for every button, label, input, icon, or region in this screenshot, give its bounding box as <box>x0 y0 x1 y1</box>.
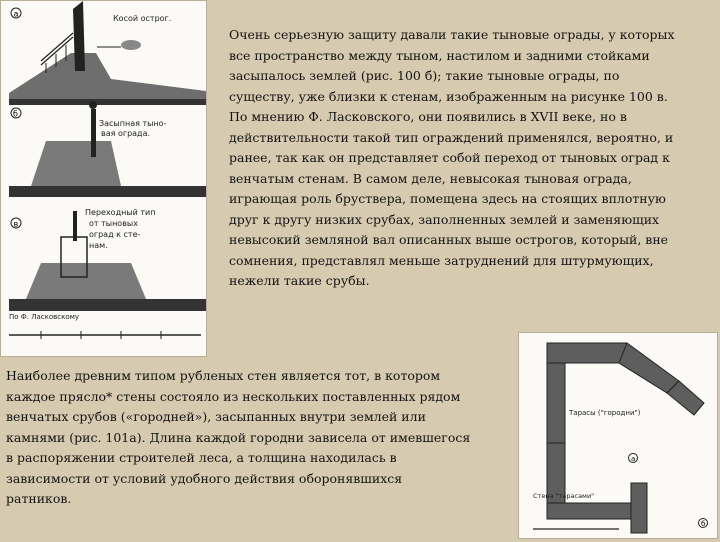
caption-right-b: Стена "тарасами" <box>533 492 595 500</box>
figure-b-head <box>89 101 97 109</box>
ground-line-a <box>9 99 206 105</box>
figure-log-walls <box>518 332 718 539</box>
palisade-c <box>73 211 77 241</box>
paragraph-log-walls: Наиболее древним типом рубленых стен является тот, в котором каждое прясло* стены состояло из нескольких поставленных рядом венчатых срубов («городней»), засыпанных внутри землей или камнями (рис. 101а). Длина каждой городни зависела от имевшегося в распоряжении строителей леса, а толщина находилась в зависимости от условий удобного действия оборонявшихся ратников. <box>6 368 471 506</box>
wall-horizontal-a <box>547 343 627 363</box>
caption-c-line4: нам. <box>89 241 108 250</box>
figure-author-note: По Ф. Ласковскому <box>9 313 80 321</box>
label-right-a: а <box>631 455 636 463</box>
label-b: б <box>13 109 18 119</box>
wall-plan-a <box>547 343 704 443</box>
caption-a: Косой острог. <box>113 14 172 23</box>
figure-fence-types <box>0 0 207 357</box>
wall-tower-b <box>631 483 647 533</box>
caption-right-a: Тарасы ("городни") <box>569 409 641 417</box>
palisade-b <box>91 109 96 157</box>
wall-diagonal-a <box>619 343 679 393</box>
label-right-b: б <box>701 520 706 528</box>
paragraph-palisade-fences: Очень серьезную защиту давали такие тыновые ограды, у которых все пространство между тыном, настилом и задними стойками засыпалось землей (рис. 100 б); такие тыновые ограды, по существу, уже близки к стенам, изображенным на рисунке 100 в. По мнению Ф. Ласковского, они появились в XVII веке, но в действительности такой тип ограждений применялся, вероятно, и ранее, так как он представляет собой переход от тыновых оград к венчатым стенам. В самом деле, невысокая тыновая ограда, играющая роль бруствера, помещена здесь на стоящих вплотную друг к другу низких срубах, заполненных землей и заменяющих невысокий земляной вал описанных выше острогов, который, вне сомнения, представлял меньше затруднений для штурмующих, нежели такие срубы. <box>229 27 675 288</box>
caption-c-line2: от тыновых <box>89 219 138 228</box>
fence-types-illustration <box>1 1 206 356</box>
caption-c-line1: Переходный тип <box>85 208 156 217</box>
label-c: в <box>13 219 19 229</box>
ground-line-b <box>9 186 206 197</box>
caption-b-line1: Засыпная тыно- <box>99 119 167 128</box>
palisade-a <box>73 1 85 71</box>
earth-fill-c <box>26 263 146 299</box>
earth-mound-a <box>9 53 206 99</box>
log-walls-illustration <box>519 333 717 538</box>
caption-c-line3: оград к сте- <box>89 230 141 239</box>
caption-b-line2: вая ограда. <box>101 129 151 138</box>
earth-fill-b <box>31 141 121 186</box>
figure-a <box>121 40 141 50</box>
label-a: а <box>13 9 19 19</box>
ground-line-c <box>9 299 206 311</box>
